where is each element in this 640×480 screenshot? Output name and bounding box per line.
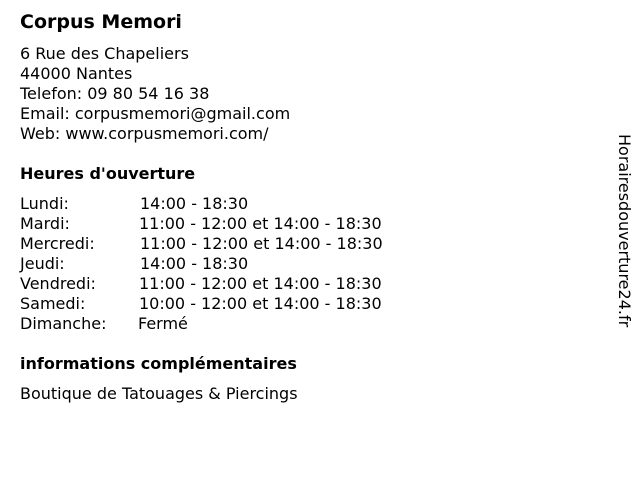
phone-line: Telefon: 09 80 54 16 38 [20,84,210,103]
day-label: Dimanche: [20,314,107,333]
day-label: Jeudi: [20,254,65,273]
day-label: Samedi: [20,294,86,313]
day-label: Lundi: [20,194,69,213]
time-value: 14:00 - 18:30 [140,254,249,273]
time-value: 11:00 - 12:00 et 14:00 - 18:30 [139,214,382,233]
day-label: Vendredi: [20,274,96,293]
time-value: Fermé [138,314,188,333]
time-value: 10:00 - 12:00 et 14:00 - 18:30 [139,294,382,313]
time-value: 11:00 - 12:00 et 14:00 - 18:30 [140,234,383,253]
day-label: Mercredi: [20,234,95,253]
hours-heading: Heures d'ouverture [20,164,196,183]
day-label: Mardi: [20,214,70,233]
address-line2: 44000 Nantes [20,64,133,83]
web-line: Web: www.corpusmemori.com/ [20,124,269,143]
address-line1: 6 Rue des Chapeliers [20,44,189,63]
time-value: 11:00 - 12:00 et 14:00 - 18:30 [139,274,382,293]
time-value: 14:00 - 18:30 [140,194,249,213]
site-watermark: Horairesdouverture24.fr [615,134,634,328]
email-line: Email: corpusmemori@gmail.com [20,104,291,123]
info-heading: informations complémentaires [20,354,297,373]
info-text: Boutique de Tatouages & Piercings [20,384,298,403]
contact-block [20,44,290,144]
business-name: Corpus Memori [20,11,182,33]
